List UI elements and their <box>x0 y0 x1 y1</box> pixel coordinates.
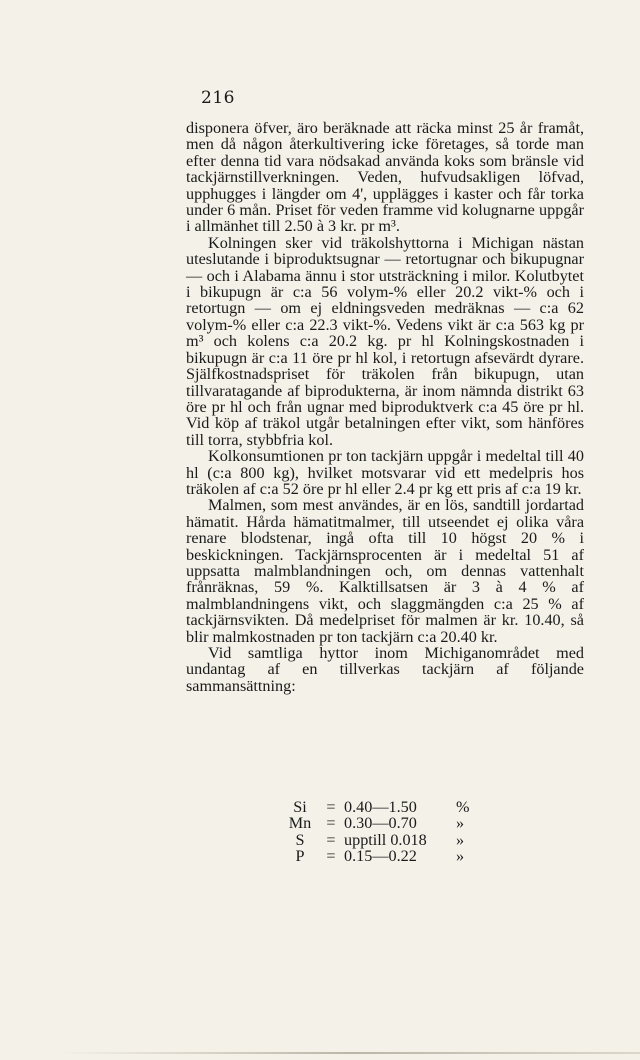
paragraph-ore: Malmen, som mest användes, är en lös, sandtill jordartad hämatit. Hårda hämatitmalmer, till utseendet ej olika våra renare blodstenar, ingå ofta till 10 högst 20 % i beskickningen. Tackjärnsprocenten är i medeltal 51 af uppsatta malmblandningen och, om dennas vattenhalt frånräknas, 59 %. Kalktillsatsen är 3 à 4 % af malmblandningens vikt, och slaggmängden c:a 25 % af tackjärnsvikten. Då medelpriset för malmen är kr. 10.40, så blir malmkostnaden pr ton tackjärn c:a 20.40 kr. <box>186 496 584 646</box>
composition-table <box>282 799 469 865</box>
element-symbol: Mn <box>288 814 312 833</box>
paragraph-composition-intro: Vid samtliga hyttor inom Michiganområdet med undantag af en tillverkas tackjärn af följande sammansättning: <box>186 644 584 695</box>
unit-mark: » <box>456 830 465 849</box>
equals-sign: = <box>326 814 336 833</box>
paragraph-wood-fuel: disponera öfver, äro beräknade att räcka minst 25 år framåt, men då någon återkultivering icke företages, så torde man efter denna tid vara nödsakad använda koks som bränsle vid tackjärnstillverkningen. Veden, hufvudsakligen löfvad, upphugges i längder om 4', upplägges i kaster och får torka under 6 mån. Priset för veden framme vid kolugnarne uppgår i allmänhet till 2.50 à 3 kr. pr m³. <box>186 119 584 236</box>
unit-mark: » <box>456 847 465 866</box>
paragraph-charcoal-consumption: Kolkonsumtionen pr ton tackjärn uppgår i medeltal till 40 hl (c:a 800 kg), hvilket motsvarar vid ett medelpris hos träkolen af c:a 52 öre pr hl eller 2.4 pr kg ett pris af c:a 19 kr. <box>186 447 584 498</box>
composition-row <box>282 815 469 831</box>
element-symbol: Si <box>293 798 307 816</box>
element-symbol: S <box>295 830 305 849</box>
element-range: 0.40—1.50 <box>344 798 417 816</box>
body-text <box>186 120 584 694</box>
composition-row <box>282 848 469 864</box>
page-number: 216 <box>201 88 235 108</box>
equals-sign: = <box>326 798 336 816</box>
composition-row <box>282 799 469 815</box>
equals-sign: = <box>326 830 336 849</box>
element-range: 0.30—0.70 <box>344 814 417 833</box>
equals-sign: = <box>326 847 336 866</box>
composition-row <box>282 832 469 848</box>
unit-mark: % <box>456 798 470 816</box>
scan-edge-line <box>60 1052 640 1054</box>
element-range: 0.15—0.22 <box>344 847 417 866</box>
unit-mark: » <box>456 814 465 833</box>
paragraph-charcoal-making: Kolningen sker vid träkolshyttorna i Michigan nästan uteslutande i biproduktsugnar — retortugnar och bikupugnar — och i Alabama ännu i stor utsträckning i milor. Kolutbytet i bikupugn är c:a 56 volym-% eller 20.2 vikt-% och i retortugn — om ej eldningsveden medräknas — c:a 62 volym-% eller c:a 22.3 vikt-%. Vedens vikt är c:a 563 kg pr m³ och kolens c:a 20.2 kg. pr hl Kolningskostnaden i bikupugn är c:a 11 öre pr hl kol, i retortugn afsevärdt dyrare. Själfkostnadspriset för träkolen från bikupugn, utan tillvaratagande af biprodukterna, är inom nämnda distrikt 63 öre pr hl och från ugnar med biproduktverk c:a 45 öre pr hl. Vid köp af träkol utgår betalningen efter vikt, som hänföres till torra, stybbfria kol. <box>186 233 584 449</box>
element-range: upptill 0.018 <box>344 830 427 849</box>
element-symbol: P <box>295 847 305 866</box>
